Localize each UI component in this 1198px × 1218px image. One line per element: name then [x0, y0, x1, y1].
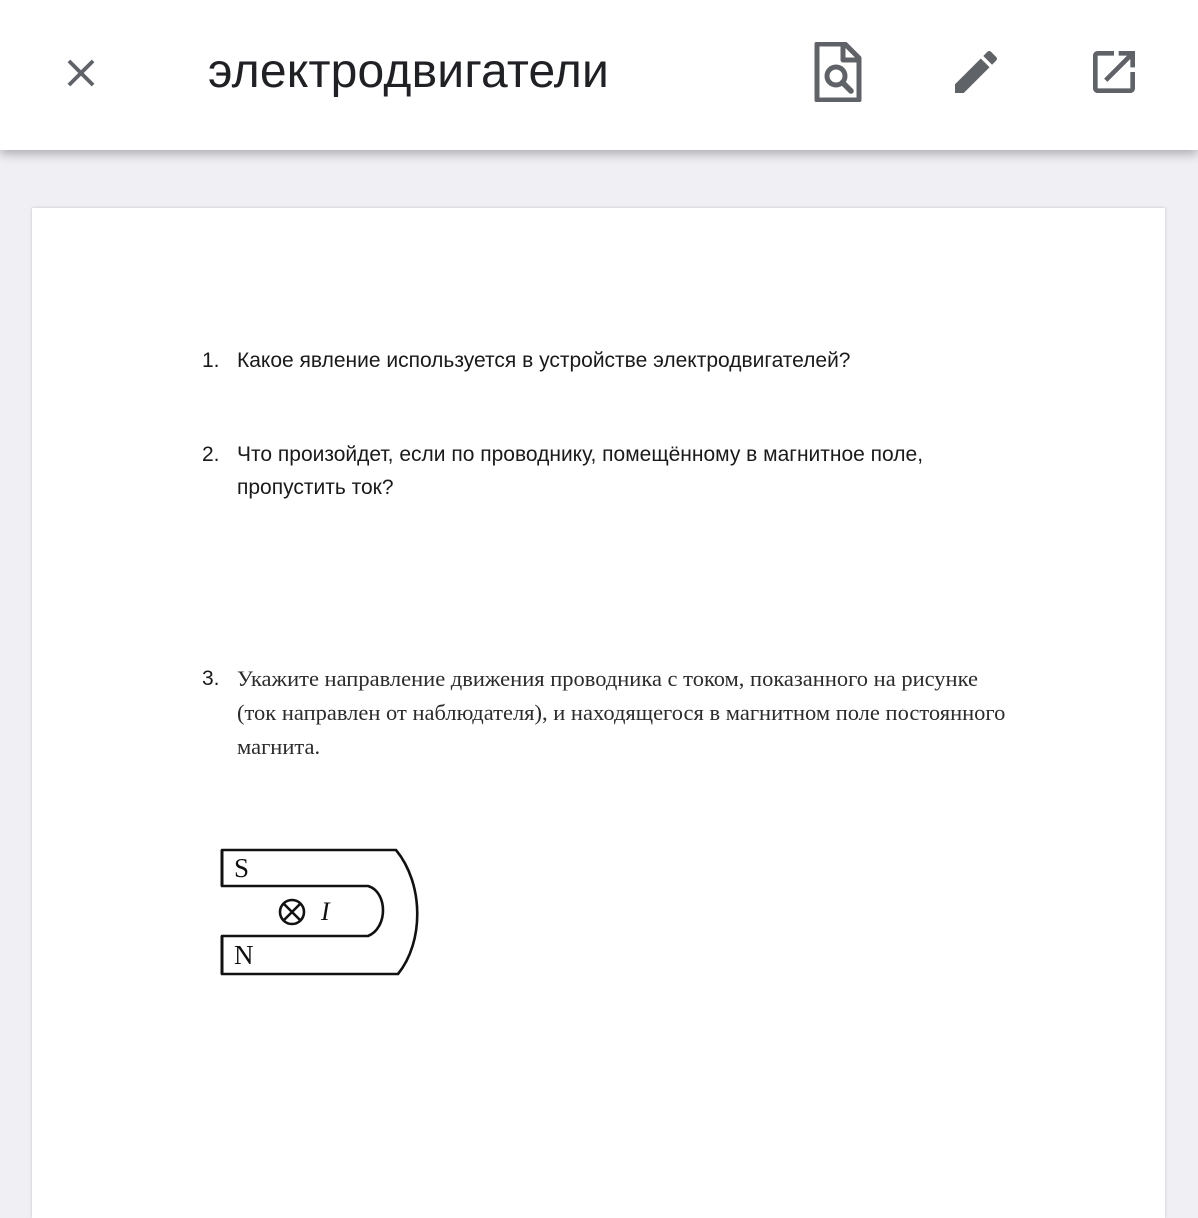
edit-button[interactable]	[944, 40, 1008, 104]
document-page	[32, 208, 1165, 1218]
south-pole-label: S	[234, 853, 250, 883]
pencil-icon	[948, 44, 1004, 100]
question-number: 2.	[202, 443, 220, 466]
document-title: электродвигатели	[208, 45, 609, 98]
question-text: Укажите направление движения проводника с током, показанного на рисунке (ток направлен от наблюдателя), и находящегося в магнитном поле постоянного магнита.	[237, 666, 1006, 759]
open-in-new-icon	[1086, 44, 1142, 100]
question-number: 1.	[202, 349, 220, 372]
current-label: I	[321, 897, 330, 926]
horseshoe-magnet-figure	[218, 844, 428, 982]
close-icon	[58, 50, 104, 96]
close-button[interactable]	[50, 42, 112, 104]
current-into-page-symbol	[280, 900, 304, 924]
preview-button[interactable]	[806, 40, 870, 104]
document-search-icon	[813, 42, 863, 102]
open-in-new-button[interactable]	[1082, 40, 1146, 104]
question-text: Какое явление используется в устройстве электродвигателей?	[237, 349, 851, 372]
question-number: 3.	[202, 667, 220, 690]
north-pole-label: N	[234, 940, 254, 970]
question-text: Что произойдет, если по проводнику, помещённому в магнитное поле, пропустить ток?	[237, 443, 924, 499]
top-app-bar	[0, 0, 1198, 150]
